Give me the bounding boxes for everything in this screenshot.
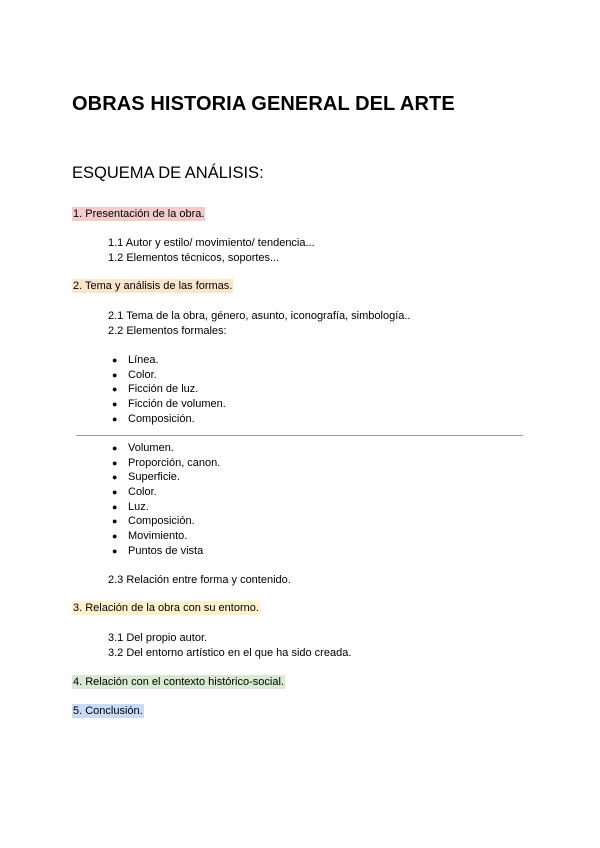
- bullet-item: [112, 441, 174, 455]
- document-subtitle: ESQUEMA DE ANÁLISIS:: [72, 164, 264, 182]
- bullet-icon: ●: [112, 546, 118, 556]
- section-1-item-1: 1.1 Autor y estilo/ movimiento/ tendencia...: [108, 237, 315, 249]
- bullet-text: Línea.: [128, 354, 159, 366]
- bullet-item: [112, 470, 180, 484]
- bullet-icon: ●: [112, 472, 118, 482]
- bullet-icon: ●: [112, 414, 118, 424]
- bullet-item: [112, 382, 199, 396]
- section-2-item-1: 2.1 Tema de la obra, género, asunto, iconografía, simbología..: [108, 310, 411, 322]
- bullet-item: [112, 397, 226, 411]
- section-1-item-2: 1.2 Elementos técnicos, soportes...: [108, 252, 280, 264]
- bullet-item: [112, 544, 204, 558]
- bullet-text: Puntos de vista: [128, 545, 204, 557]
- section-heading-4: 4. Relación con el contexto histórico-social.: [73, 676, 284, 688]
- bullet-item: [112, 368, 157, 382]
- bullet-icon: ●: [112, 399, 118, 409]
- bullet-text: Proporción, canon.: [128, 457, 221, 469]
- bullet-item: [112, 514, 195, 528]
- bullet-text: Superficie.: [128, 471, 180, 483]
- bullet-item: [112, 353, 159, 367]
- section-2-item-3: 2.3 Relación entre forma y contenido.: [108, 574, 291, 586]
- bullet-icon: ●: [112, 458, 118, 468]
- bullet-text: Movimiento.: [128, 530, 188, 542]
- bullet-text: Luz.: [128, 501, 149, 513]
- bullet-item: [112, 412, 195, 426]
- bullet-item: [112, 485, 157, 499]
- bullet-icon: ●: [112, 384, 118, 394]
- horizontal-divider: [76, 435, 523, 436]
- bullet-text: Composición.: [128, 413, 195, 425]
- section-heading-2: 2. Tema y análisis de las formas.: [73, 280, 233, 292]
- document-title: OBRAS HISTORIA GENERAL DEL ARTE: [72, 93, 455, 115]
- bullet-text: Color.: [128, 369, 157, 381]
- bullet-icon: ●: [112, 355, 118, 365]
- bullet-text: Ficción de luz.: [128, 383, 199, 395]
- bullet-icon: ●: [112, 487, 118, 497]
- section-3-item-1: 3.1 Del propio autor.: [108, 632, 208, 644]
- bullet-icon: ●: [112, 516, 118, 526]
- bullet-icon: ●: [112, 531, 118, 541]
- bullet-text: Volumen.: [128, 442, 174, 454]
- bullet-text: Ficción de volumen.: [128, 398, 226, 410]
- section-heading-5: 5. Conclusión.: [73, 705, 143, 717]
- bullet-text: Composición.: [128, 515, 195, 527]
- bullet-icon: ●: [112, 502, 118, 512]
- bullet-item: [112, 456, 221, 470]
- section-heading-1: 1. Presentación de la obra.: [73, 208, 205, 220]
- bullet-text: Color.: [128, 486, 157, 498]
- section-heading-3: 3. Relación de la obra con su entorno.: [73, 602, 259, 614]
- section-2-item-2: 2.2 Elementos formales:: [108, 325, 227, 337]
- section-3-item-2: 3.2 Del entorno artístico en el que ha sido creada.: [108, 647, 352, 659]
- bullet-icon: ●: [112, 370, 118, 380]
- bullet-icon: ●: [112, 443, 118, 453]
- bullet-item: [112, 500, 149, 514]
- bullet-item: [112, 529, 188, 543]
